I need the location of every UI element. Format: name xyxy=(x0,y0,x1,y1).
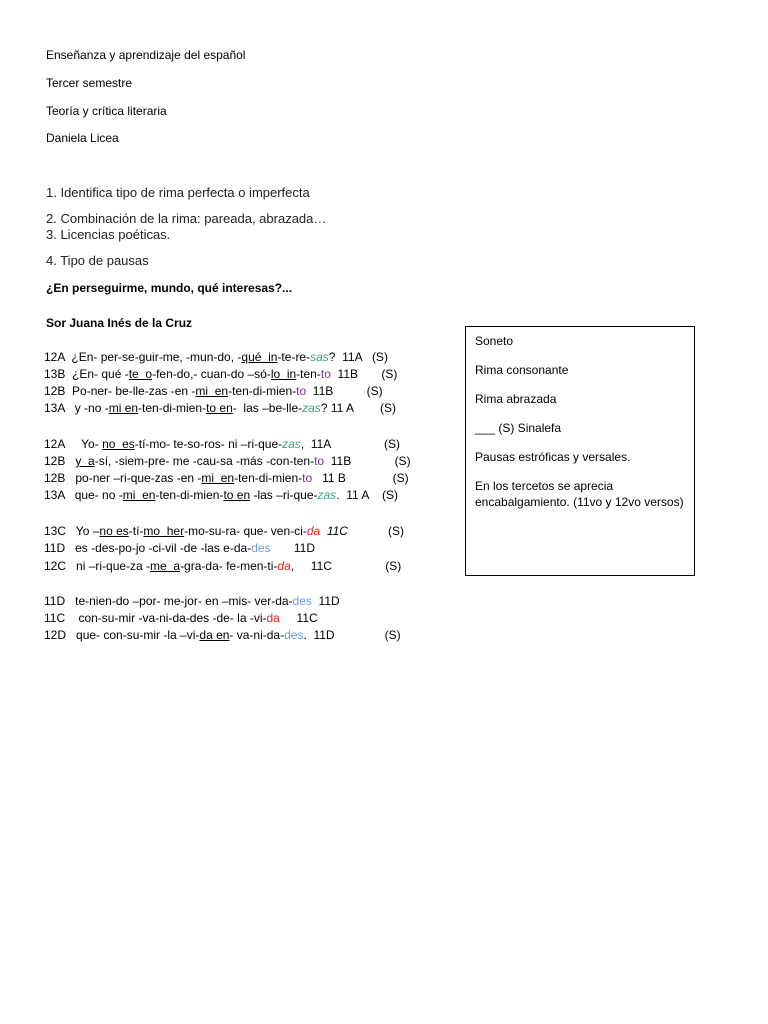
instruction-3: 3. Licencias poéticas. xyxy=(46,227,171,242)
box-item-synalepha: ___ (S) Sinalefa xyxy=(475,421,562,435)
verse-line: 12B Po-ner- be-lle-zas -en -mi en-ten-di-mien-to 11B (S) xyxy=(44,384,383,398)
box-item-enjambment: En los tercetos se aprecia encabalgamiento. (11vo y 12vo versos) xyxy=(475,479,684,509)
instruction-4: 4. Tipo de pausas xyxy=(46,253,149,268)
verse-line: 12C ni –ri-que-za -me a-gra-da- fe-men-ti-da, 11C (S) xyxy=(44,559,402,573)
verse-line: 12A ¿En- per-se-guir-me, -mun-do, -qué in-te-re-sas? 11A (S) xyxy=(44,350,388,364)
subject: Teoría y crítica literaria xyxy=(46,104,167,118)
box-item-sonnet: Soneto xyxy=(475,334,514,348)
verse-line: 11D te-nien-do –por- me-jor- en –mis- ver-da-des 11D xyxy=(44,594,340,608)
box-item-consonant-rhyme: Rima consonante xyxy=(475,363,569,377)
semester: Tercer semestre xyxy=(46,76,133,90)
verse-line: 12D que- con-su-mir -la –vi-da en- va-ni-da-des. 11D (S) xyxy=(44,628,401,642)
verse-line: 11C con-su-mir -va-ni-da-des -de- la -vi-da 11C xyxy=(44,611,318,625)
analysis-box xyxy=(465,326,695,576)
verse-line: 13A que- no -mi en-ten-di-mien-to en -las –ri-que-zas. 11 A (S) xyxy=(44,488,398,502)
verse-line: 13C Yo –no es-tí-mo her-mo-su-ra- que- ven-ci-da 11C (S) xyxy=(44,524,404,538)
verse-line: 12B po-ner –ri-que-zas -en -mi en-ten-di-mien-to 11 B (S) xyxy=(44,471,409,485)
author-name: Daniela Licea xyxy=(46,131,119,145)
box-item-pauses: Pausas estróficas y versales. xyxy=(475,450,631,464)
verse-line: 13B ¿En- qué -te o-fen-do,- cuan-do –só-lo in-ten-to 11B (S) xyxy=(44,367,398,381)
poem-author: Sor Juana Inés de la Cruz xyxy=(46,316,193,330)
poem-title: ¿En perseguirme, mundo, qué interesas?... xyxy=(46,281,293,295)
verse-line: 12A Yo- no es-tí-mo- te-so-ros- ni –ri-que-zas, 11A (S) xyxy=(44,437,400,451)
instruction-1: 1. Identifica tipo de rima perfecta o imperfecta xyxy=(46,185,310,200)
verse-line: 13A y -no -mi en-ten-di-mien-to en- las –be-lle-zas? 11 A (S) xyxy=(44,401,396,415)
verse-line: 11D es -des-po-jo -ci-vil -de -las e-da-des 11D xyxy=(44,541,316,555)
box-item-enclosed-rhyme: Rima abrazada xyxy=(475,392,557,406)
instruction-2: 2. Combinación de la rima: pareada, abrazada… xyxy=(46,211,327,226)
course-name: Enseñanza y aprendizaje del español xyxy=(46,48,246,62)
verse-line: 12B y a-sí, -siem-pre- me -cau-sa -más -con-ten-to 11B (S) xyxy=(44,454,411,468)
